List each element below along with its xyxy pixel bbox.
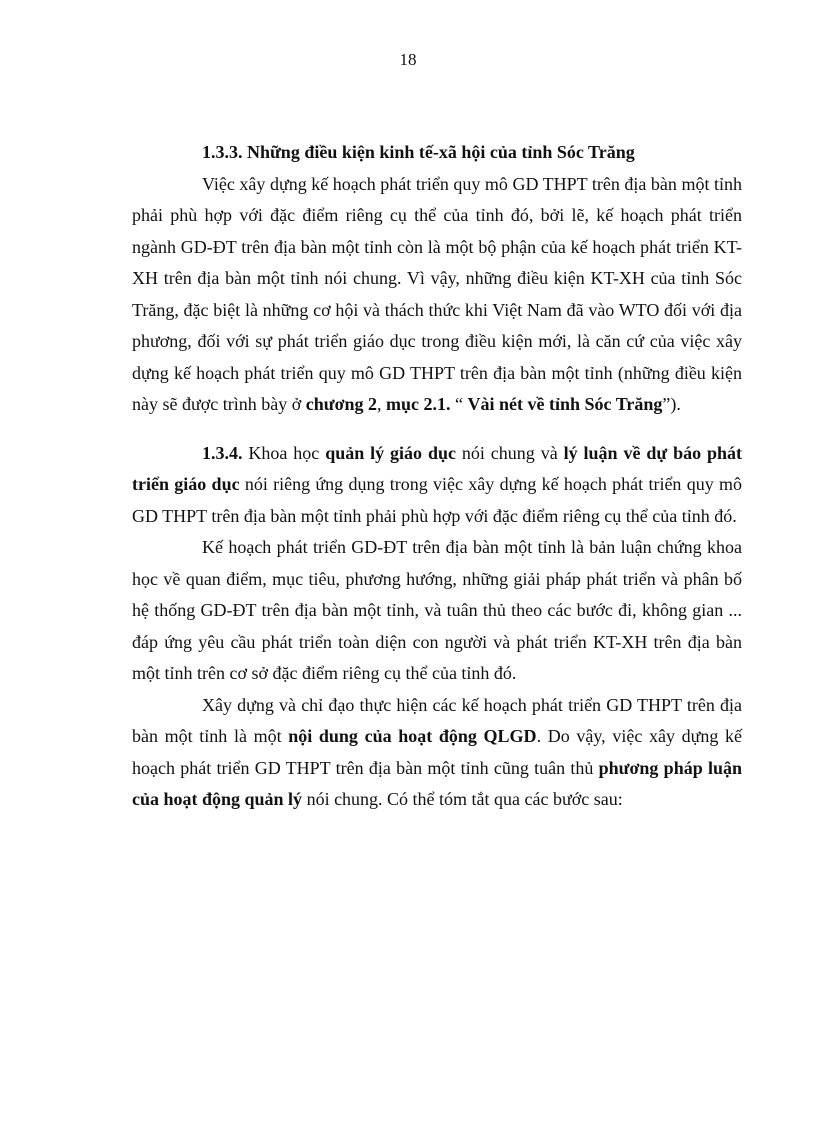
section-heading: 1.3.3. Những điều kiện kinh tế-xã hội của tỉnh Sóc Trăng [202,142,635,162]
p2-bold-3: lý luận về dự báo phát triển giáo dục [132,442,743,494]
body-text [132,137,742,816]
paragraph-4 [132,690,742,816]
p1-text-2: , [377,394,387,414]
p1-bold-1: chương 2 [305,394,378,414]
p2-text-2: nói chung và [455,442,564,463]
p2-text-1: Khoa học [242,442,326,463]
p1-bold-3: Vài nét về tỉnh Sóc Trăng [467,394,663,414]
page-number: 18 [399,50,417,69]
p1-text-3: “ [450,394,468,414]
p2-bold-2: quản lý giáo dục [325,442,456,463]
paragraph-1 [132,169,742,421]
p1-text-4: ”). [662,394,681,414]
p2-text-3: nói riêng ứng dụng trong việc xây dựng kế hoạch phát triển quy mô GD THPT trên địa bàn một tỉnh phải phù hợp với đặc điểm riêng cụ thể của tỉnh đó. [132,474,743,526]
paragraph-2 [132,438,742,533]
p1-bold-2: mục 2.1. [386,394,451,414]
p4-bold-1: nội dung của hoạt động QLGD [288,726,537,746]
p2-bold-1: 1.3.4. [202,442,243,463]
p1-text-1: Việc xây dựng kế hoạch phát triển quy mô GD THPT trên địa bàn một tỉnh phải phù hợp với đặc điểm riêng cụ thể của tỉnh đó, bởi lẽ, kế hoạch phát triển ngành GD-ĐT trên địa bàn một tỉnh còn là một bộ phận của kế hoạch phát triển KT-XH trên địa bàn một tỉnh nói chung. Vì vậy, những điều kiện KT-XH của tỉnh Sóc Trăng, đặc biệt là những cơ hội và thách thức khi Việt Nam đã vào WTO đối với địa phương, đối với sự phát triển giáo dục trong điều kiện mới, là căn cứ của việc xây dựng kế hoạch phát triển quy mô GD THPT trên địa bàn một tỉnh (những điều kiện này sẽ được trình bày ở [132,173,742,414]
p4-text-2: . Do vậy, việc xây dựng kế hoạch phát triển GD THPT trên địa bàn một tỉnh cũng tuân thủ [132,726,742,778]
paragraph-3: Kế hoạch phát triển GD-ĐT trên địa bàn một tỉnh là bản luận chứng khoa học về quan điểm, mục tiêu, phương hướng, những giải pháp phát triển và phân bố hệ thống GD-ĐT trên địa bàn một tỉnh, và tuân thủ theo các bước đi, không gian ... đáp ứng yêu cầu phát triển toàn diện con người và phát triển KT-XH trên địa bàn một tỉnh trên cơ sở đặc điểm riêng cụ thể của tỉnh đó. [132,537,742,683]
p4-text-1: Xây dựng và chỉ đạo thực hiện các kế hoạch phát triển GD THPT trên địa bàn một tỉnh là một [132,694,742,746]
p4-text-3: nói chung. Có thể tóm tắt qua các bước sau: [302,789,623,809]
p4-bold-2: phương pháp luận của hoạt động quản lý [132,757,742,809]
